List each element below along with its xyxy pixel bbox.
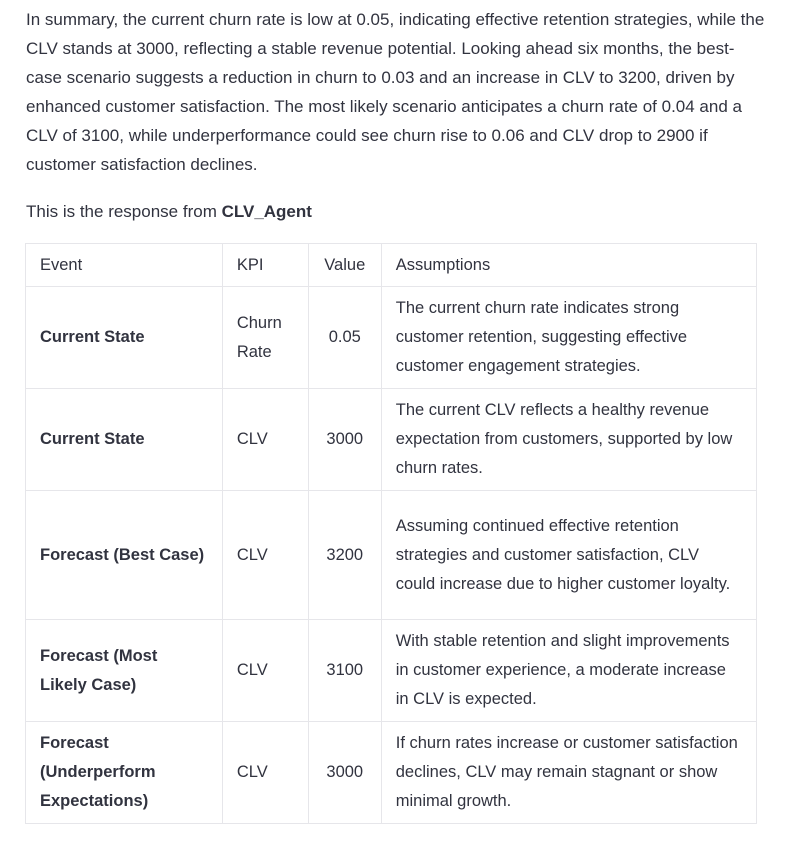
assumptions-cell: The current CLV reflects a healthy revenue expectation from customers, supported by low churn rates. <box>381 389 756 491</box>
agent-name: CLV_Agent <box>221 202 312 221</box>
assumptions-cell: The current churn rate indicates strong customer retention, suggesting effective customer engagement strategies. <box>381 287 756 389</box>
value-cell: 3200 <box>308 491 381 620</box>
event-cell: Current State <box>26 389 223 491</box>
assumptions-cell: If churn rates increase or customer satisfaction declines, CLV may remain stagnant or show minimal growth. <box>381 722 756 824</box>
table-row <box>26 722 757 824</box>
kpi-cell: CLV <box>222 491 308 620</box>
value-cell: 3000 <box>308 389 381 491</box>
table-row <box>26 491 757 620</box>
table-row <box>26 620 757 722</box>
value-cell: 0.05 <box>308 287 381 389</box>
value-cell: 3000 <box>308 722 381 824</box>
event-cell: Forecast (Most Likely Case) <box>26 620 223 722</box>
kpi-cell: CLV <box>222 620 308 722</box>
assumptions-cell: With stable retention and slight improvements in customer experience, a moderate increase in CLV is expected. <box>381 620 756 722</box>
header-kpi: KPI <box>222 244 308 287</box>
event-cell: Current State <box>26 287 223 389</box>
table-row <box>26 287 757 389</box>
response-attribution <box>26 197 312 226</box>
event-cell: Forecast (Underperform Expectations) <box>26 722 223 824</box>
kpi-cell: CLV <box>222 389 308 491</box>
summary-paragraph: In summary, the current churn rate is low at 0.05, indicating effective retention strategies, while the CLV stands at 3000, reflecting a stable revenue potential. Looking ahead six months, the best-case scenario suggests a reduction in churn to 0.03 and an increase in CLV to 3200, driven by enhanced customer satisfaction. The most likely scenario anticipates a churn rate of 0.04 and a CLV of 3100, while underperformance could see churn rise to 0.06 and CLV drop to 2900 if customer satisfaction declines. <box>26 10 765 174</box>
header-value: Value <box>308 244 381 287</box>
assumptions-cell: Assuming continued effective retention strategies and customer satisfaction, CLV could increase due to higher customer loyalty. <box>381 491 756 620</box>
kpi-table <box>25 243 757 824</box>
value-cell: 3100 <box>308 620 381 722</box>
table-row <box>26 389 757 491</box>
event-cell: Forecast (Best Case) <box>26 491 223 620</box>
kpi-cell: CLV <box>222 722 308 824</box>
kpi-cell: Churn Rate <box>222 287 308 389</box>
response-prefix: This is the response from <box>26 202 222 221</box>
header-event: Event <box>26 244 223 287</box>
table-header-row <box>26 244 757 287</box>
header-assumptions: Assumptions <box>381 244 756 287</box>
